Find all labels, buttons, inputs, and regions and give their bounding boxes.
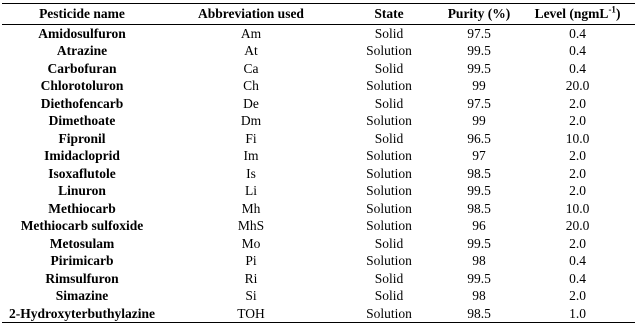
table-row xyxy=(2,25,635,43)
table-row xyxy=(2,287,635,305)
cell-purity: 99.5 xyxy=(467,270,491,286)
cell-level: 20.0 xyxy=(565,78,590,94)
table-row xyxy=(2,112,635,130)
cell-purity: 96 xyxy=(472,218,486,234)
table-row xyxy=(2,252,635,270)
cell-purity: 98.5 xyxy=(467,165,491,181)
cell-pesticide-name: Diethofencarb xyxy=(40,95,124,111)
cell-pesticide-name: Imidacloprid xyxy=(44,148,120,164)
table-body xyxy=(2,25,635,323)
cell-purity: 99 xyxy=(472,113,486,129)
header-level-superscript: -1 xyxy=(608,4,616,15)
table-row xyxy=(2,147,635,165)
cell-abbreviation: Mo xyxy=(241,235,261,251)
cell-level: 2.0 xyxy=(569,165,586,181)
cell-level: 10.0 xyxy=(565,130,590,146)
cell-abbreviation: De xyxy=(243,95,259,111)
cell-state: Solution xyxy=(366,183,412,199)
cell-purity: 99.5 xyxy=(467,43,491,59)
cell-purity: 96.5 xyxy=(467,130,491,146)
cell-purity: 98 xyxy=(472,253,486,269)
cell-purity: 99.5 xyxy=(467,235,491,251)
header-row xyxy=(2,4,635,25)
cell-state: Solid xyxy=(374,26,404,41)
cell-pesticide-name: Isoxaflutole xyxy=(48,165,116,181)
cell-purity: 99 xyxy=(472,78,486,94)
header-pesticide-name: Pesticide name xyxy=(2,4,162,25)
header-purity: Purity (%) xyxy=(438,4,520,25)
cell-purity: 98.5 xyxy=(467,200,491,216)
cell-pesticide-name: Rimsulfuron xyxy=(45,270,119,286)
header-abbreviation: Abbreviation used xyxy=(162,4,340,25)
cell-pesticide-name: Dimethoate xyxy=(48,113,116,129)
table-row xyxy=(2,42,635,60)
cell-abbreviation: Dm xyxy=(240,113,262,129)
cell-pesticide-name: Metosulam xyxy=(49,235,115,251)
table-row xyxy=(2,95,635,113)
table-row xyxy=(2,305,635,323)
cell-purity: 97 xyxy=(472,148,486,164)
cell-pesticide-name: Amidosulfuron xyxy=(38,26,126,41)
header-level xyxy=(520,4,635,25)
cell-pesticide-name: Fipronil xyxy=(58,130,106,146)
cell-state: Solution xyxy=(366,200,412,216)
cell-level: 2.0 xyxy=(569,113,586,129)
cell-state: Solid xyxy=(374,288,404,304)
cell-state: Solution xyxy=(366,113,412,129)
cell-abbreviation: Pi xyxy=(245,253,257,269)
cell-abbreviation: Ri xyxy=(244,270,258,286)
table-row xyxy=(2,60,635,78)
cell-pesticide-name: Chlorotoluron xyxy=(40,78,124,94)
cell-level: 0.4 xyxy=(569,253,586,269)
cell-state: Solid xyxy=(374,95,404,111)
cell-pesticide-name: Methiocarb xyxy=(48,200,116,216)
cell-abbreviation: Mh xyxy=(241,200,261,216)
header-state: State xyxy=(340,4,438,25)
cell-level: 2.0 xyxy=(569,95,586,111)
cell-state: Solution xyxy=(366,253,412,269)
cell-abbreviation: Li xyxy=(245,183,257,199)
cell-level: 2.0 xyxy=(569,235,586,251)
table-row xyxy=(2,182,635,200)
cell-level: 0.4 xyxy=(569,60,586,76)
cell-purity: 98.5 xyxy=(438,305,520,323)
cell-abbreviation: TOH xyxy=(162,305,340,323)
cell-level: 2.0 xyxy=(569,183,586,199)
cell-pesticide-name: Carbofuran xyxy=(47,60,117,76)
cell-abbreviation: At xyxy=(244,43,258,59)
pesticide-table xyxy=(2,3,635,323)
header-level-text: Level (ngmL xyxy=(534,6,609,21)
cell-pesticide-name: Simazine xyxy=(55,288,109,304)
table-row xyxy=(2,217,635,235)
table-row xyxy=(2,235,635,253)
cell-purity: 99.5 xyxy=(467,183,491,199)
cell-level: 0.4 xyxy=(569,26,586,41)
table-row xyxy=(2,270,635,288)
cell-state: Solution xyxy=(366,43,412,59)
cell-state: Solution xyxy=(340,305,438,323)
cell-state: Solution xyxy=(366,218,412,234)
cell-level: 0.4 xyxy=(569,43,586,59)
table-row xyxy=(2,165,635,183)
cell-pesticide-name: Methiocarb sulfoxide xyxy=(20,218,144,234)
cell-state: Solid xyxy=(374,130,404,146)
header-level-close: ) xyxy=(615,6,621,21)
cell-pesticide-name: Pirimicarb xyxy=(50,253,114,269)
cell-state: Solid xyxy=(374,270,404,286)
cell-level: 0.4 xyxy=(569,270,586,286)
cell-state: Solid xyxy=(374,235,404,251)
table-row xyxy=(2,200,635,218)
cell-level: 1.0 xyxy=(520,305,635,323)
cell-abbreviation: Am xyxy=(240,26,262,41)
cell-abbreviation: Fi xyxy=(245,130,257,146)
cell-purity: 97.5 xyxy=(467,95,491,111)
cell-state: Solution xyxy=(366,165,412,181)
cell-pesticide-name: 2-Hydroxyterbuthylazine xyxy=(2,305,162,323)
table-header xyxy=(2,4,635,25)
cell-state: Solution xyxy=(366,148,412,164)
cell-level: 20.0 xyxy=(565,218,590,234)
table-row xyxy=(2,130,635,148)
cell-purity: 98 xyxy=(472,288,486,304)
cell-abbreviation: MhS xyxy=(237,218,265,234)
cell-purity: 97.5 xyxy=(467,26,491,41)
cell-level: 2.0 xyxy=(569,288,586,304)
cell-abbreviation: Ca xyxy=(243,60,259,76)
table-row xyxy=(2,77,635,95)
cell-abbreviation: Si xyxy=(245,288,257,304)
cell-state: Solution xyxy=(366,78,412,94)
cell-pesticide-name: Atrazine xyxy=(56,43,108,59)
cell-level: 2.0 xyxy=(569,148,586,164)
cell-level: 10.0 xyxy=(565,200,590,216)
cell-abbreviation: Ch xyxy=(243,78,259,94)
cell-state: Solid xyxy=(374,60,404,76)
cell-purity: 99.5 xyxy=(467,60,491,76)
cell-abbreviation: Is xyxy=(246,165,256,181)
cell-abbreviation: Im xyxy=(243,148,259,164)
cell-pesticide-name: Linuron xyxy=(58,183,106,199)
